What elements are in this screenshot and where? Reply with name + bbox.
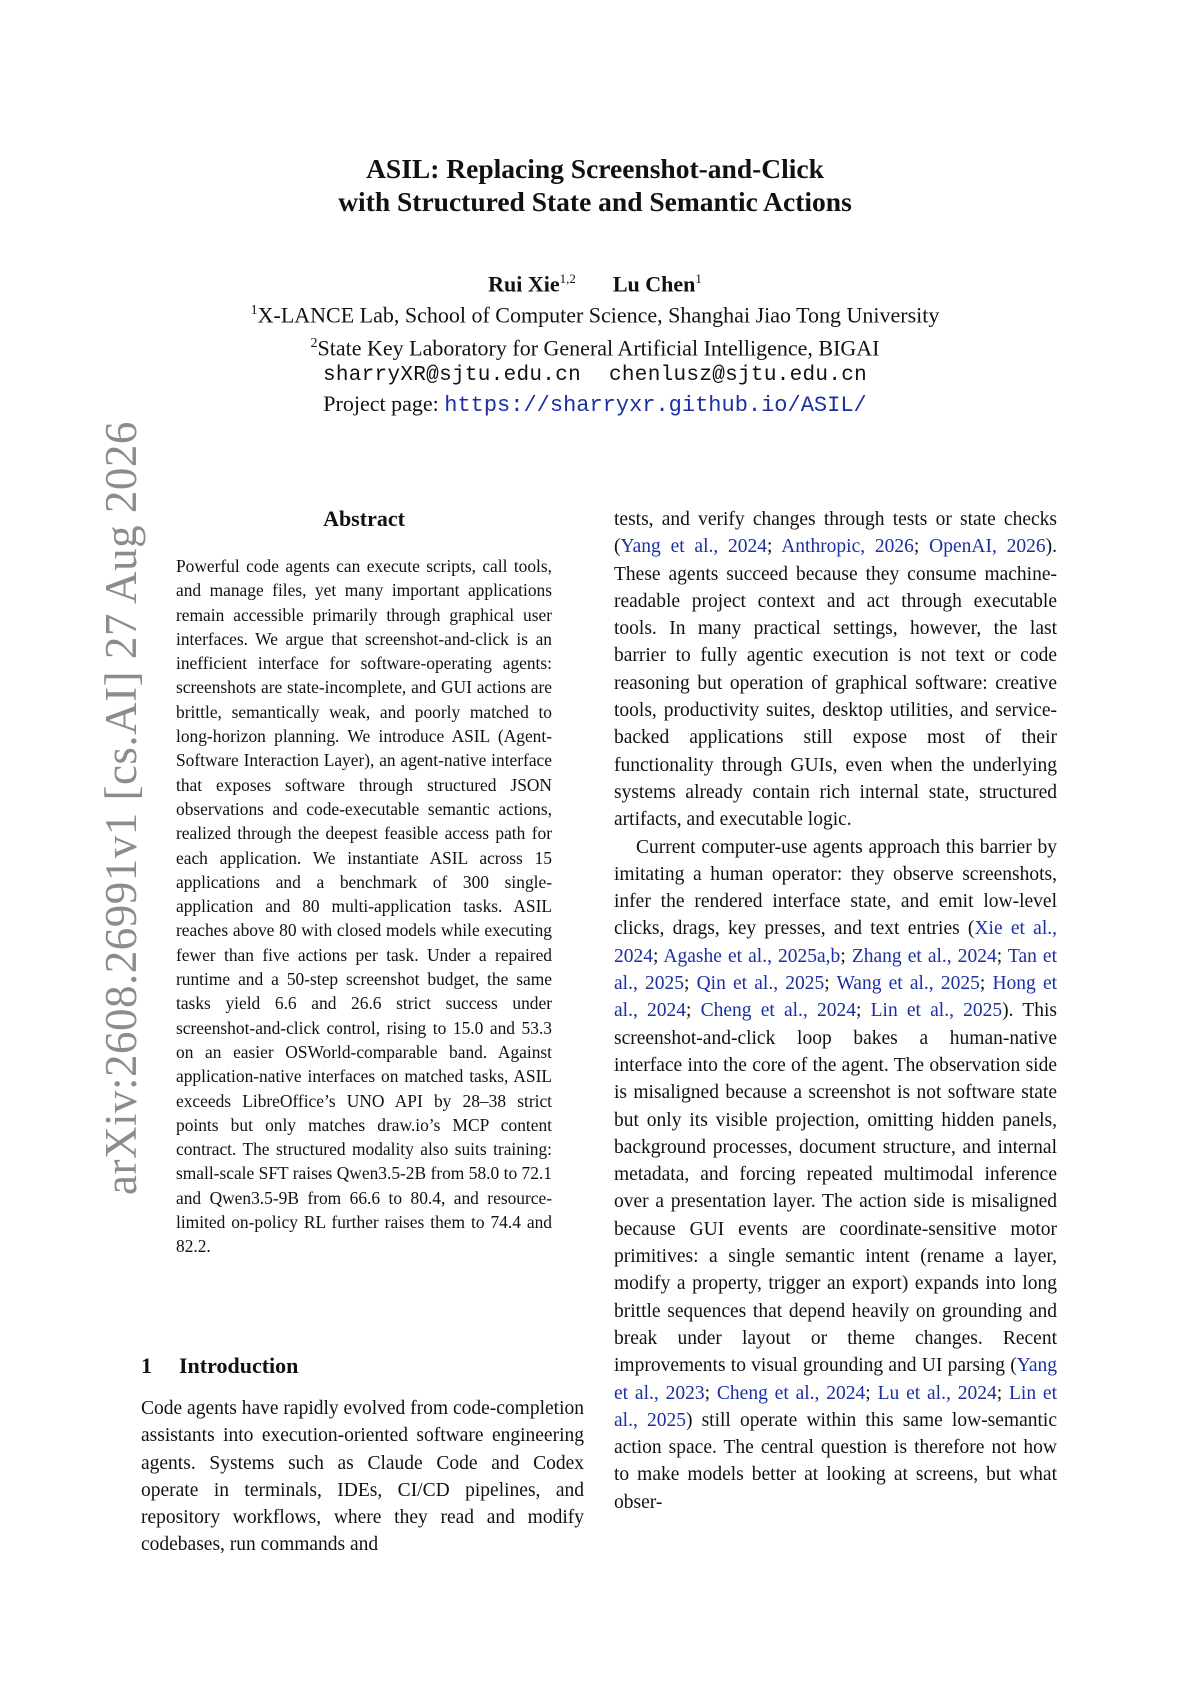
intro-paragraph-1-cont: tests, and verify changes through tests or state checks (Yang et al., 2024; Anthropic, 2026; OpenAI, 2026). These agents succeed because they consume machine-readable project context and act through executable tools. In many practical settings, however, the last barrier to fully agentic execution is not text or code reasoning but operation of graphical software: creative tools, productivity suites, desktop utilities, and service-backed applications still expose most of their functionality through GUIs, even when the underlying systems already contain rich internal state, structured artifacts, and executable logic. (614, 509, 1057, 831)
citation-link[interactable]: Lin et al., 2025 (614, 1382, 1058, 1431)
intro-paragraph-left: Code agents have rapidly evolved from code-completion assistants into execution-oriented software engineering agents. Systems such as Claude Code and Codex operate in terminals, IDEs, CI/CD pipelines, and repository workflows, where they read and modify codebases, run commands and (141, 1398, 584, 1556)
author-2-name: Lu Chen (612, 271, 696, 297)
citation-link[interactable]: Agashe et al., 2025a,b (663, 945, 841, 967)
project-page (0, 390, 1190, 420)
citation-link[interactable]: Hong et al., 2024 (614, 973, 1058, 1022)
author-block (0, 265, 1190, 420)
intro-paragraph-2: Current computer-use agents approach this barrier by imitating a human operator: they observe screenshots, infer the rendered interface state, and emit low-level clicks, drags, key presses, and text entries (Xie et al., 2024; Agashe et al., 2025a,b; Zhang et al., 2024; Tan et al., 2025; Qin et al., 2025; Wang et al., 2025; Hong et al., 2024; Cheng et al., 2024; Lin et al., 2025). This screenshot-and-click loop bakes a human-native interface into the core of the agent. The observation side is misaligned because a screenshot is not software state but only its visible projection, omitting hidden panels, background processes, document structure, and internal metadata, and forcing repeated multimodal inference over a presentation layer. The action side is misaligned because GUI events are coordinate-sensitive motor primitives: a single semantic intent (rename a layer, modify a property, trigger an export) expands into long brittle sequences that depend heavily on grounding and break under layout or theme changes. Recent improvements to visual grounding and UI parsing (Yang et al., 2023; Cheng et al., 2024; Lu et al., 2024; Lin et al., 2025) still operate within this same low-semantic action space. The central question is therefore not how to make models better at looking at screens, but what obser- (614, 836, 1058, 1513)
citation-link[interactable]: Qin et al., 2025 (696, 973, 825, 995)
affiliation-2: $^2$State Key Laboratory for General Artificial Intelligence, BIGAI (310, 334, 880, 360)
citation-link[interactable]: OpenAI, 2026 (929, 536, 1046, 558)
author-1-name: Rui Xie (488, 271, 560, 297)
author-2-affil: 1 (695, 271, 702, 286)
arxiv-identifier: arXiv:2608.26991v1 [cs.AI] 27 Aug 2026 (96, 421, 146, 1195)
affiliation-1: $^1$X-LANCE Lab, School of Computer Science, Shanghai Jiao Tong University (250, 302, 940, 328)
abstract-text: Powerful code agents can execute scripts, call tools, and manage files, yet many important applications remain accessible primarily through graphical user interfaces. We argue that screenshot-and-click is an inefficient interface for software-operating agents: screenshots are state-incomplete, and GUI actions are brittle, semantically weak, and poorly matched to long-horizon planning. We introduce ASIL (Agent-Software Interaction Layer), an agent-native interface that exposes software through structured JSON observations and code-executable semantic actions, realized through the deepest feasible access path for each application. We instantiate ASIL across 15 applications and a benchmark of 300 single-application and 80 multi-application tasks. ASIL reaches above 80 with closed models while executing fewer than five actions per task. Under a repaired runtime and a 50-step screenshot budget, the same tasks yield 6.6 and 26.6 strict success under screenshot-and-click control, rising to 15.0 and 53.3 on an easier OSWorld-comparable band. Against application-native interfaces on matched tasks, ASIL exceeds LibreOffice’s UNO API by 28–38 strict points but only matches draw.io’s MCP content contract. The structured modality also suits training: small-scale SFT raises Qwen3.5-2B from 58.0 to 72.1 and Qwen3.5-9B from 66.6 to 80.4, and resource-limited on-policy RL further raises them to 74.4 and 82.2. (176, 556, 552, 1257)
citation-link[interactable]: Yang et al., 2023 (614, 1355, 1057, 1404)
citation-link[interactable]: Lu et al., 2024 (877, 1382, 997, 1404)
citation-link[interactable]: Yang et al., 2024 (620, 536, 768, 558)
author-names (0, 265, 1190, 297)
citation-link[interactable]: Anthropic, 2026 (781, 536, 914, 558)
email-2: chenlusz@sjtu.edu.cn (609, 363, 868, 387)
right-column (614, 506, 1057, 1516)
citation-link[interactable]: Cheng et al., 2024 (716, 1382, 866, 1404)
citation-link[interactable]: Xie et al., 2024 (614, 918, 1057, 967)
title-line-2: with Structured State and Semantic Actions (338, 186, 852, 217)
title-line-1: ASIL: Replacing Screenshot-and-Click (366, 153, 824, 184)
section-heading-introduction: 1 Introduction (141, 1353, 299, 1378)
project-label: Project page: (323, 390, 439, 416)
citation-link[interactable]: Zhang et al., 2024 (851, 945, 997, 967)
citation-link[interactable]: Lin et al., 2025 (870, 1000, 1003, 1022)
author-1-affil: 1,2 (559, 271, 576, 286)
author-emails (0, 362, 1190, 390)
paper-title (0, 152, 1190, 218)
citation-link[interactable]: Cheng et al., 2024 (700, 1000, 856, 1022)
citation-link[interactable]: Wang et al., 2025 (836, 973, 980, 995)
abstract-heading: Abstract (323, 506, 405, 531)
email-1: sharryXR@sjtu.edu.cn (322, 363, 581, 387)
project-link[interactable]: https://sharryxr.github.io/ASIL/ (444, 392, 867, 418)
citation-link[interactable]: Tan et al., 2025 (614, 945, 1057, 995)
